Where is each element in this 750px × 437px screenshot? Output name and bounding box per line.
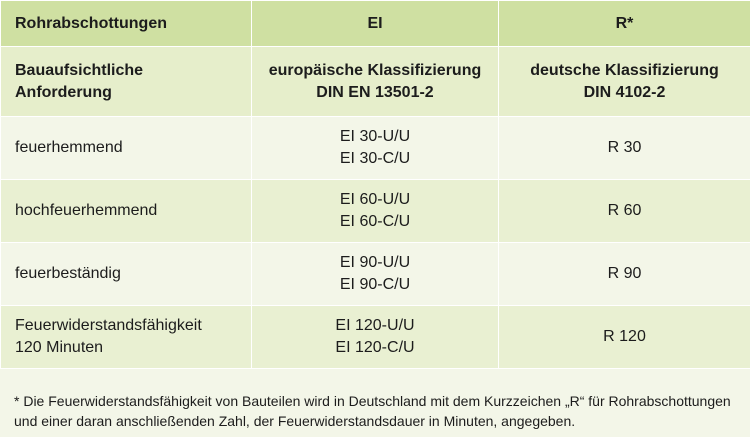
requirement-cell	[1, 243, 252, 306]
subheader-line: deutsche Klassifizierung	[530, 61, 719, 79]
table-row	[1, 243, 750, 306]
table-header-row	[1, 1, 750, 47]
subheader-line: Anforderung	[15, 83, 112, 101]
table-row	[1, 117, 750, 180]
ei-value: EI 90-C/U	[339, 276, 411, 293]
requirement-cell	[1, 117, 252, 180]
ei-value: EI 30-C/U	[339, 150, 411, 167]
ei-value: EI 60-C/U	[339, 213, 411, 230]
subheader-cell-german	[499, 47, 750, 117]
ei-value: EI 120-C/U	[335, 339, 415, 356]
requirement-text: feuerhemmend	[15, 139, 123, 156]
header-cell-r: R*	[499, 1, 750, 47]
requirement-text: feuerbeständig	[15, 265, 121, 282]
ei-value: EI 120-U/U	[335, 317, 415, 334]
r-cell: R 30	[499, 117, 750, 180]
subheader-cell-european	[252, 47, 499, 117]
ei-value: EI 90-U/U	[339, 254, 411, 271]
ei-value: EI 30-U/U	[339, 128, 411, 145]
ei-cell	[252, 306, 499, 369]
ei-value: EI 60-U/U	[339, 191, 411, 208]
header-cell-ei: EI	[252, 1, 499, 47]
ei-cell	[252, 117, 499, 180]
ei-cell	[252, 180, 499, 243]
footnote: * Die Feuerwiderstandsfähigkeit von Bauteilen wird in Deutschland mit dem Kurzzeichen „R“ für Rohrabschottungen und einer daran anschließenden Zahl, der Feuerwiderstandsdauer in Minuten, angegeben.	[14, 393, 731, 429]
subheader-line: Bauaufsichtliche	[15, 61, 144, 79]
subheader-line: europäische Klassifizierung	[268, 61, 482, 79]
table-row	[1, 180, 750, 243]
subheader-cell-requirement	[1, 47, 252, 117]
subheader-line: DIN 4102-2	[583, 83, 666, 101]
requirement-cell	[1, 306, 252, 369]
requirement-text: hochfeuerhemmend	[15, 202, 158, 219]
table-row	[1, 306, 750, 369]
requirement-text: 120 Minuten	[15, 339, 104, 356]
r-cell: R 60	[499, 180, 750, 243]
table-subheader-row	[1, 47, 750, 117]
ei-cell	[252, 243, 499, 306]
r-cell: R 120	[499, 306, 750, 369]
requirement-cell	[1, 180, 252, 243]
subheader-line: DIN EN 13501-2	[316, 83, 434, 101]
r-cell: R 90	[499, 243, 750, 306]
header-cell-pipe-seals: Rohrabschottungen	[1, 1, 252, 47]
requirement-text: Feuerwiderstandsfähigkeit	[15, 317, 202, 334]
